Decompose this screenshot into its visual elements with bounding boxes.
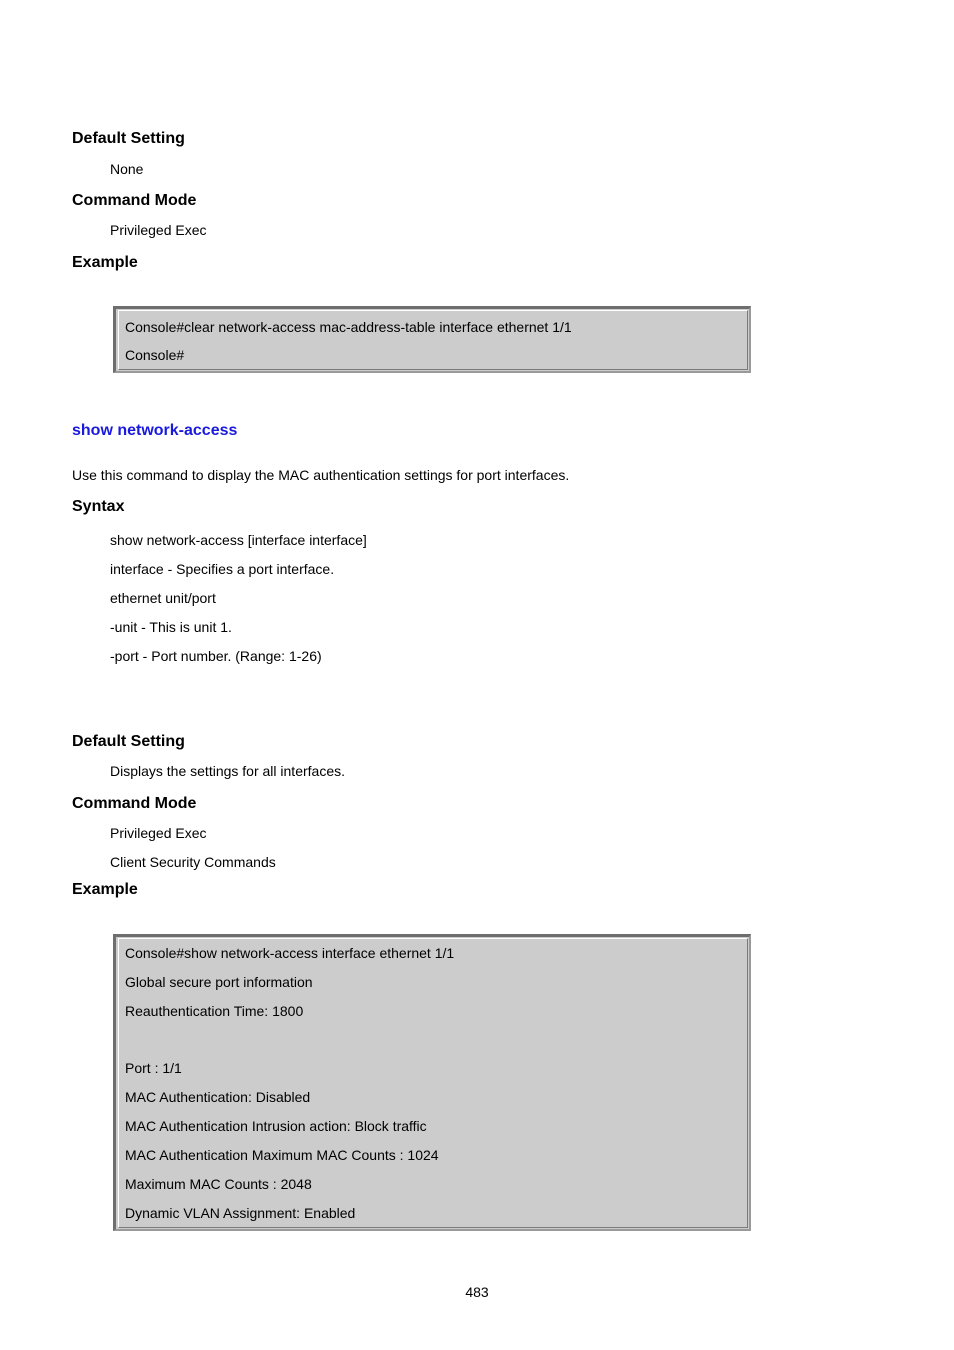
- console-line: Reauthentication Time: 1800: [125, 1003, 304, 1019]
- page-number: 483: [465, 1284, 489, 1300]
- console-line: Console#: [125, 347, 185, 363]
- command-description: Use this command to display the MAC authentication settings for port interfaces.: [72, 467, 570, 483]
- console-line: MAC Authentication: Disabled: [125, 1089, 311, 1105]
- default-setting-heading: Default Setting: [72, 130, 185, 147]
- command-mode-heading: Command Mode: [72, 192, 197, 209]
- syntax-line: show network-access [interface interface]: [110, 532, 367, 548]
- command-title: show network-access: [72, 422, 238, 439]
- console-line: Console#clear network-access mac-address-table interface ethernet 1/1: [125, 319, 572, 335]
- default-setting-heading: Default Setting: [72, 733, 185, 750]
- command-mode-value: Client Security Commands: [110, 854, 276, 870]
- console-line: MAC Authentication Intrusion action: Block traffic: [125, 1118, 427, 1134]
- console-line: MAC Authentication Maximum MAC Counts : 1024: [125, 1147, 439, 1163]
- console-example-box: [113, 934, 751, 1231]
- console-example-box: [113, 306, 751, 373]
- command-mode-value: Privileged Exec: [110, 825, 207, 841]
- console-line: Console#show network-access interface ethernet 1/1: [125, 945, 455, 961]
- syntax-line: -port - Port number. (Range: 1-26): [110, 648, 322, 664]
- syntax-line: interface - Specifies a port interface.: [110, 561, 335, 577]
- example-heading: Example: [72, 254, 138, 271]
- console-line: Global secure port information: [125, 974, 313, 990]
- console-line: Dynamic VLAN Assignment: Enabled: [125, 1205, 356, 1221]
- console-line: Maximum MAC Counts : 2048: [125, 1176, 312, 1192]
- syntax-line: ethernet unit/port: [110, 590, 216, 606]
- syntax-heading: Syntax: [72, 498, 125, 515]
- default-setting-value: None: [110, 161, 144, 177]
- default-setting-value: Displays the settings for all interfaces.: [110, 763, 345, 779]
- command-mode-heading: Command Mode: [72, 795, 197, 812]
- syntax-line: -unit - This is unit 1.: [110, 619, 232, 635]
- example-heading: Example: [72, 881, 138, 898]
- console-line: Port : 1/1: [125, 1060, 182, 1076]
- command-mode-value: Privileged Exec: [110, 222, 207, 238]
